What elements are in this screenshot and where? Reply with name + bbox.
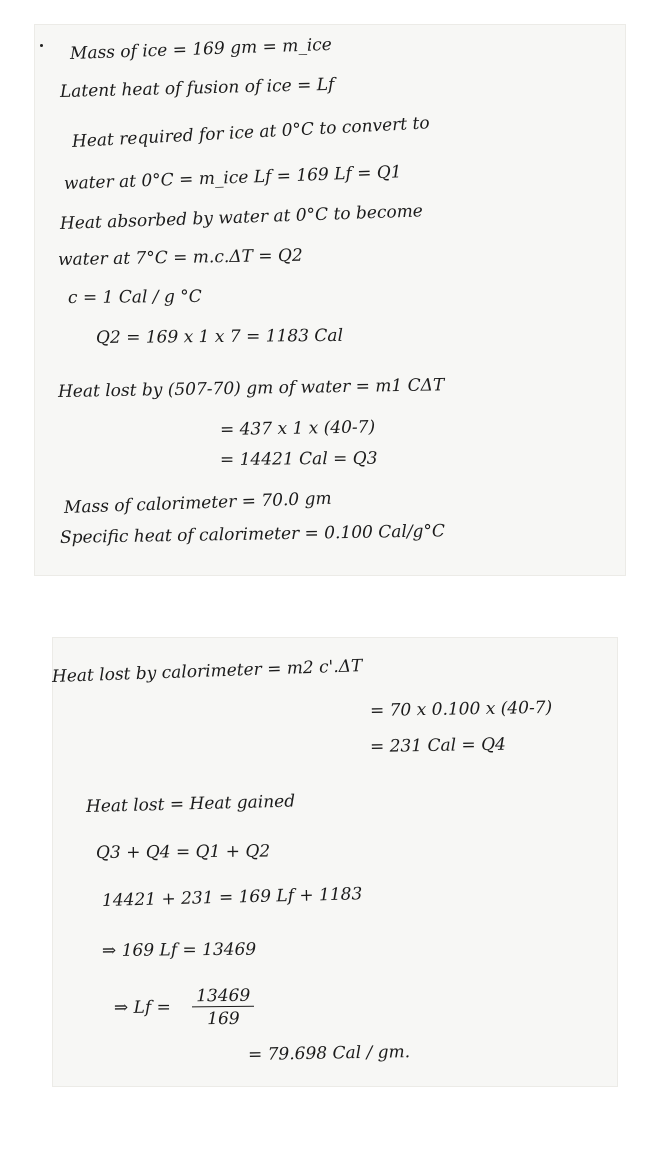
lf-fraction — [192, 986, 254, 1030]
lf-product-line: ⇒ 169 Lf = 13469 — [101, 939, 257, 961]
heat-required-line: Heat required for ice at 0°C to convert to — [71, 113, 431, 152]
q4-calculation-line: = 70 x 0.100 x (40-7) — [369, 697, 553, 721]
heat-lost-calorimeter-line: Heat lost by calorimeter = m2 c'.ΔT — [51, 656, 363, 687]
q4-value-line: = 231 Cal = Q4 — [369, 734, 507, 757]
q2-value-line: Q2 = 169 x 1 x 7 = 1183 Cal — [95, 325, 344, 348]
lf-fraction-line — [114, 986, 255, 1030]
lf-fraction-numerator: 13469 — [192, 986, 254, 1008]
q3-calculation-line: = 437 x 1 x (40-7) — [219, 417, 376, 440]
substituted-equation-line: 14421 + 231 = 169 Lf + 1183 — [101, 884, 363, 911]
q1-equation-line: water at 0°C = m_ice Lf = 169 Lf = Q1 — [63, 162, 402, 194]
mass-of-ice-line: Mass of ice = 169 gm = m_ice — [69, 34, 333, 64]
heat-balance-line: Heat lost = Heat gained — [85, 791, 296, 817]
notes-page-1 — [34, 24, 626, 576]
specific-heat-water-line: c = 1 Cal / g °C — [67, 286, 202, 308]
q-sum-equation-line: Q3 + Q4 = Q1 + Q2 — [95, 841, 271, 863]
lf-fraction-denominator: 169 — [207, 1008, 240, 1030]
heat-lost-water-line: Heat lost by (507-70) gm of water = m1 CΔT — [57, 375, 445, 402]
q3-value-line: = 14421 Cal = Q3 — [219, 448, 378, 470]
notes-page-2 — [52, 637, 618, 1087]
pen-dot — [40, 44, 43, 47]
lf-fraction-label: ⇒ Lf = — [113, 997, 171, 1018]
latent-heat-line: Latent heat of fusion of ice = Lf — [59, 74, 335, 102]
lf-result-line: = 79.698 Cal / gm. — [247, 1042, 411, 1065]
q2-definition-line: water at 7°C = m.c.ΔT = Q2 — [57, 245, 303, 270]
calorimeter-mass-line: Mass of calorimeter = 70.0 gm — [63, 488, 332, 518]
calorimeter-specific-heat-line: Specific heat of calorimeter = 0.100 Cal/g°C — [59, 521, 446, 548]
heat-absorbed-line: Heat absorbed by water at 0°C to become — [59, 201, 424, 234]
